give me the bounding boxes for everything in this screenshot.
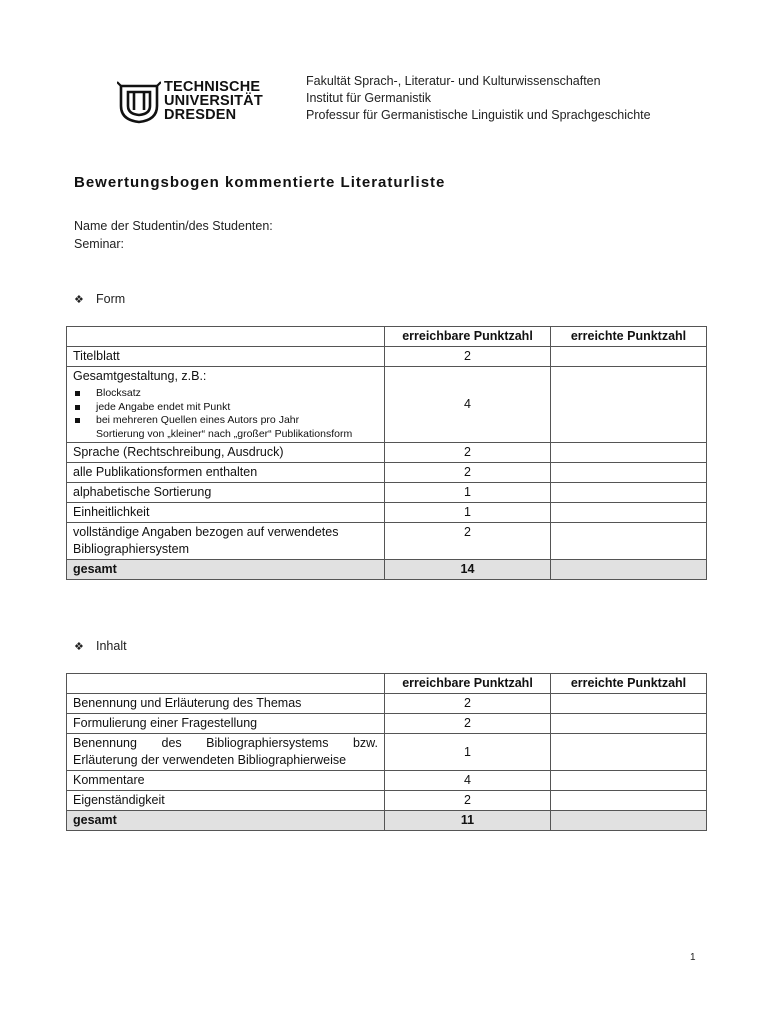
max-points: 2 xyxy=(385,694,551,714)
achieved-points-cell[interactable] xyxy=(551,791,707,811)
criterion-label: Eigenständigkeit xyxy=(67,791,385,811)
section-heading-label: Form xyxy=(96,292,126,306)
criterion-label: Benennung und Erläuterung des Themas xyxy=(67,694,385,714)
criterion-cell xyxy=(67,367,385,443)
content-table xyxy=(66,673,707,831)
achieved-points-cell[interactable] xyxy=(551,443,707,463)
criterion-label: vollständige Angaben bezogen auf verwendetes Bibliographiersystem xyxy=(67,523,385,560)
seminar-label: Seminar: xyxy=(74,237,125,251)
criterion-label: Kommentare xyxy=(67,771,385,791)
criterion-sublist xyxy=(73,387,378,441)
column-header-achieved-points: erreichte Punktzahl xyxy=(551,674,707,694)
criterion-label: Titelblatt xyxy=(67,347,385,367)
max-points: 1 xyxy=(385,503,551,523)
table-row xyxy=(67,367,707,443)
criterion-label: Sprache (Rechtschreibung, Ausdruck) xyxy=(67,443,385,463)
section-heading-content xyxy=(74,639,127,653)
max-points: 2 xyxy=(385,443,551,463)
total-max-points: 14 xyxy=(385,560,551,580)
max-points: 2 xyxy=(385,463,551,483)
table-row xyxy=(67,734,707,771)
total-achieved-points-cell[interactable] xyxy=(551,811,707,831)
column-header xyxy=(67,674,385,694)
list-item: bei mehreren Quellen eines Autors pro Jahr xyxy=(73,414,378,428)
achieved-points-cell[interactable] xyxy=(551,503,707,523)
achieved-points-cell[interactable] xyxy=(551,734,707,771)
table-row xyxy=(67,694,707,714)
form-table xyxy=(66,326,707,580)
max-points: 2 xyxy=(385,347,551,367)
square-bullet-icon xyxy=(75,418,80,423)
table-row xyxy=(67,714,707,734)
total-max-points: 11 xyxy=(385,811,551,831)
faculty-line: Fakultät Sprach-, Literatur- und Kulturwissenschaften xyxy=(306,74,601,88)
achieved-points-cell[interactable] xyxy=(551,714,707,734)
logo-wordmark xyxy=(164,81,263,122)
student-name-label: Name der Studentin/des Studenten: xyxy=(74,219,273,233)
column-header-max-points: erreichbare Punktzahl xyxy=(385,674,551,694)
column-header-achieved-points: erreichte Punktzahl xyxy=(551,327,707,347)
university-logo xyxy=(117,80,267,126)
total-row xyxy=(67,811,707,831)
student-info xyxy=(74,217,273,253)
total-label: gesamt xyxy=(67,811,385,831)
max-points: 1 xyxy=(385,483,551,503)
criterion-label: Einheitlichkeit xyxy=(67,503,385,523)
institute-line: Institut für Germanistik xyxy=(306,91,432,105)
section-heading-label: Inhalt xyxy=(96,639,127,653)
criterion-label: alphabetische Sortierung xyxy=(67,483,385,503)
achieved-points-cell[interactable] xyxy=(551,367,707,443)
achieved-points-cell[interactable] xyxy=(551,523,707,560)
logo-line: TECHNISCHE xyxy=(164,79,261,95)
max-points: 4 xyxy=(385,367,551,443)
logo-line: UNIVERSITÄT xyxy=(164,92,263,109)
achieved-points-cell[interactable] xyxy=(551,463,707,483)
section-heading-form xyxy=(74,292,125,306)
diamond-bullet-icon: ❖ xyxy=(74,294,84,306)
table-row xyxy=(67,347,707,367)
table-row xyxy=(67,483,707,503)
table-row xyxy=(67,523,707,560)
document-title: Bewertungsbogen kommentierte Literaturliste xyxy=(74,174,446,191)
achieved-points-cell[interactable] xyxy=(551,347,707,367)
max-points: 4 xyxy=(385,771,551,791)
criterion-label: Formulierung einer Fragestellung xyxy=(67,714,385,734)
tu-dresden-emblem-icon xyxy=(117,80,161,124)
criterion-label: Benennung des Bibliographiersystems bzw. Erläuterung der verwendeten Bibliographierweise xyxy=(67,734,385,771)
list-item: Blocksatz xyxy=(73,387,378,401)
total-row xyxy=(67,560,707,580)
achieved-points-cell[interactable] xyxy=(551,483,707,503)
table-row xyxy=(67,503,707,523)
achieved-points-cell[interactable] xyxy=(551,694,707,714)
column-header xyxy=(67,327,385,347)
department-info xyxy=(306,73,651,124)
table-row xyxy=(67,771,707,791)
max-points: 2 xyxy=(385,523,551,560)
criterion-label: Gesamtgestaltung, z.B.: xyxy=(73,369,207,383)
list-item: Sortierung von „kleiner“ nach „großer“ Publikationsform xyxy=(96,427,353,440)
page-number: 1 xyxy=(690,952,696,963)
list-item: jede Angabe endet mit Punkt xyxy=(73,401,378,415)
chair-line: Professur für Germanistische Linguistik und Sprachgeschichte xyxy=(306,108,651,122)
max-points: 2 xyxy=(385,714,551,734)
table-header-row xyxy=(67,327,707,347)
logo-line: DRESDEN xyxy=(164,106,237,123)
column-header-max-points: erreichbare Punktzahl xyxy=(385,327,551,347)
total-achieved-points-cell[interactable] xyxy=(551,560,707,580)
table-row xyxy=(67,791,707,811)
table-row xyxy=(67,443,707,463)
max-points: 1 xyxy=(385,734,551,771)
table-row xyxy=(67,463,707,483)
max-points: 2 xyxy=(385,791,551,811)
square-bullet-icon xyxy=(75,405,80,410)
criterion-label: alle Publikationsformen enthalten xyxy=(67,463,385,483)
achieved-points-cell[interactable] xyxy=(551,771,707,791)
table-header-row xyxy=(67,674,707,694)
total-label: gesamt xyxy=(67,560,385,580)
square-bullet-icon xyxy=(75,391,80,396)
diamond-bullet-icon: ❖ xyxy=(74,641,84,653)
